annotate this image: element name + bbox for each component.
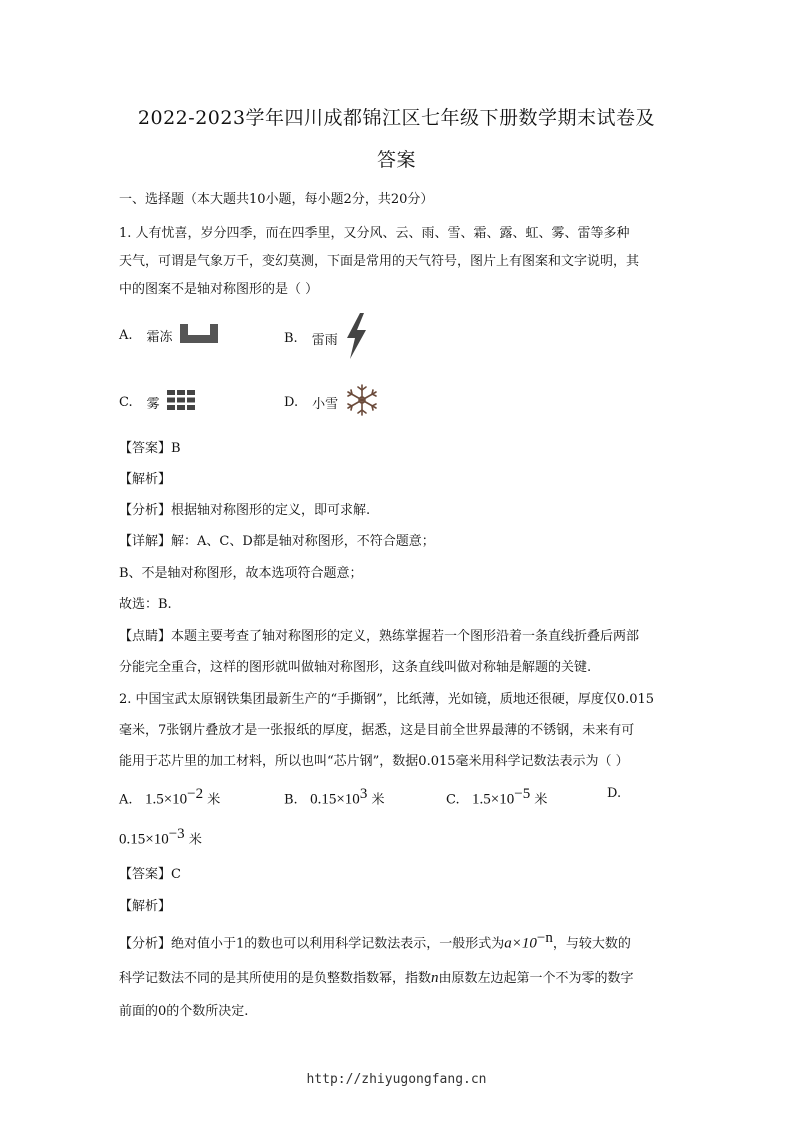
- q1-dianjing-2: 分能完全重合，这样的图形就叫做轴对称图形，这条直线叫做对称轴是解题的关键.: [119, 660, 592, 675]
- option-exp: −5: [514, 786, 531, 802]
- q2-fenxi-line-1: [119, 930, 631, 952]
- option-label: D.: [284, 394, 299, 410]
- option-coef: 0.15×10: [119, 831, 169, 848]
- q1-option-b: [284, 312, 368, 364]
- q2-option-b: [284, 786, 384, 808]
- option-text: 霜冻: [146, 329, 173, 345]
- lightning-icon: [344, 312, 368, 364]
- q2-option-a: [119, 786, 220, 808]
- option-text: 小雪: [312, 396, 339, 412]
- option-label: A.: [119, 327, 133, 343]
- q1-dianjing-1: 【点睛】本题主要考查了轴对称图形的定义，熟练掌握若一个图形沿着一条直线折叠后两部: [119, 629, 640, 644]
- q2-option-d: [119, 826, 202, 848]
- q2-line-3: 能用于芯片里的加工材料，所以也叫“芯片钢”，数据0.015毫米用科学记数法表示为（ ）: [119, 754, 629, 769]
- option-label: C.: [446, 792, 460, 808]
- footer-url: http://zhiyugongfang.cn: [306, 1072, 487, 1087]
- option-unit: 米: [207, 792, 221, 808]
- q2-line-1: 2. 中国宝武太原钢铁集团最新生产的“手撕钢”，比纸薄，光如镜，质地还很硬，厚度仅0.015: [119, 692, 655, 707]
- q2-answer: 【答案】C: [119, 867, 181, 882]
- q2-analysis-heading: 【解析】: [119, 899, 172, 914]
- q1-line-2: 天气，可谓是气象万千，变幻莫测，下面是常用的天气符号，图片上有图案和文字说明，其: [119, 254, 640, 269]
- option-exp: −2: [187, 786, 204, 802]
- q1-line-1: 1. 人有忧喜，岁分四季，而在四季里，又分风、云、雨、雪、霜、露、虹、雾、雷等多种: [119, 226, 630, 241]
- q1-line-3: 中的图案不是轴对称图形的是（ ）: [119, 282, 319, 297]
- option-unit: 米: [534, 792, 548, 808]
- q1-option-c: [119, 389, 198, 415]
- fenxi-formula: a×10: [504, 935, 537, 952]
- fenxi-text: 【分析】绝对值小于1的数也可以利用科学记数法表示，一般形式为: [119, 936, 505, 952]
- fenxi-exponent: −n: [536, 930, 553, 946]
- page-title-line-2: 答案: [376, 149, 416, 171]
- q1-option-a: [119, 322, 219, 348]
- q1-xiangjie: 【详解】解：A、C、D都是轴对称图形，不符合题意；: [119, 534, 435, 549]
- q1-b-line: B、不是轴对称图形，故本选项符合题意；: [119, 566, 363, 581]
- option-coef: 1.5×10: [472, 791, 515, 808]
- frost-icon: [179, 322, 219, 348]
- fenxi-variable: n: [431, 970, 439, 986]
- fog-icon: [166, 389, 198, 415]
- fenxi-text-end: 由原数左边起第一个不为零的数字: [438, 971, 634, 986]
- option-label: B.: [284, 792, 298, 808]
- option-unit: 米: [188, 832, 202, 848]
- option-label: C.: [119, 394, 133, 410]
- q2-option-d-label: [607, 786, 621, 801]
- snowflake-icon: [344, 383, 380, 421]
- option-label: B.: [284, 330, 298, 346]
- q1-analysis-heading: 【解析】: [119, 472, 172, 487]
- q2-fenxi-line-3: 前面的0的个数所决定.: [119, 1004, 249, 1019]
- q1-fenxi: 【分析】根据轴对称图形的定义，即可求解.: [119, 503, 371, 518]
- q1-option-d: [284, 383, 380, 421]
- option-unit: 米: [371, 792, 385, 808]
- option-text: 雷雨: [311, 332, 338, 348]
- section-heading: 一、选择题（本大题共10小题，每小题2分，共20分）: [119, 192, 434, 207]
- q1-answer: 【答案】B: [119, 441, 181, 456]
- option-exp: −3: [168, 826, 185, 842]
- option-text: 雾: [146, 396, 160, 412]
- option-coef: 1.5×10: [144, 791, 188, 808]
- page-title-line-1: 2022-2023学年四川成都锦江区七年级下册数学期末试卷及: [137, 107, 656, 129]
- q2-option-c: [446, 786, 547, 808]
- fenxi-text-end: ，与较大数的: [552, 936, 631, 952]
- option-label: D.: [607, 786, 622, 801]
- option-label: A.: [119, 792, 133, 808]
- q2-fenxi-line-2: [119, 967, 634, 987]
- q1-choose: 故选：B.: [119, 597, 172, 612]
- fenxi-text: 科学记数法不同的是其所使用的是负整数指数幂，指数: [119, 971, 432, 986]
- option-exp: 3: [359, 786, 368, 802]
- q2-line-2: 毫米，7张钢片叠放才是一张报纸的厚度，据悉，这是目前全世界最薄的不锈钢，未来有可: [119, 723, 635, 738]
- option-coef: 0.15×10: [310, 791, 360, 808]
